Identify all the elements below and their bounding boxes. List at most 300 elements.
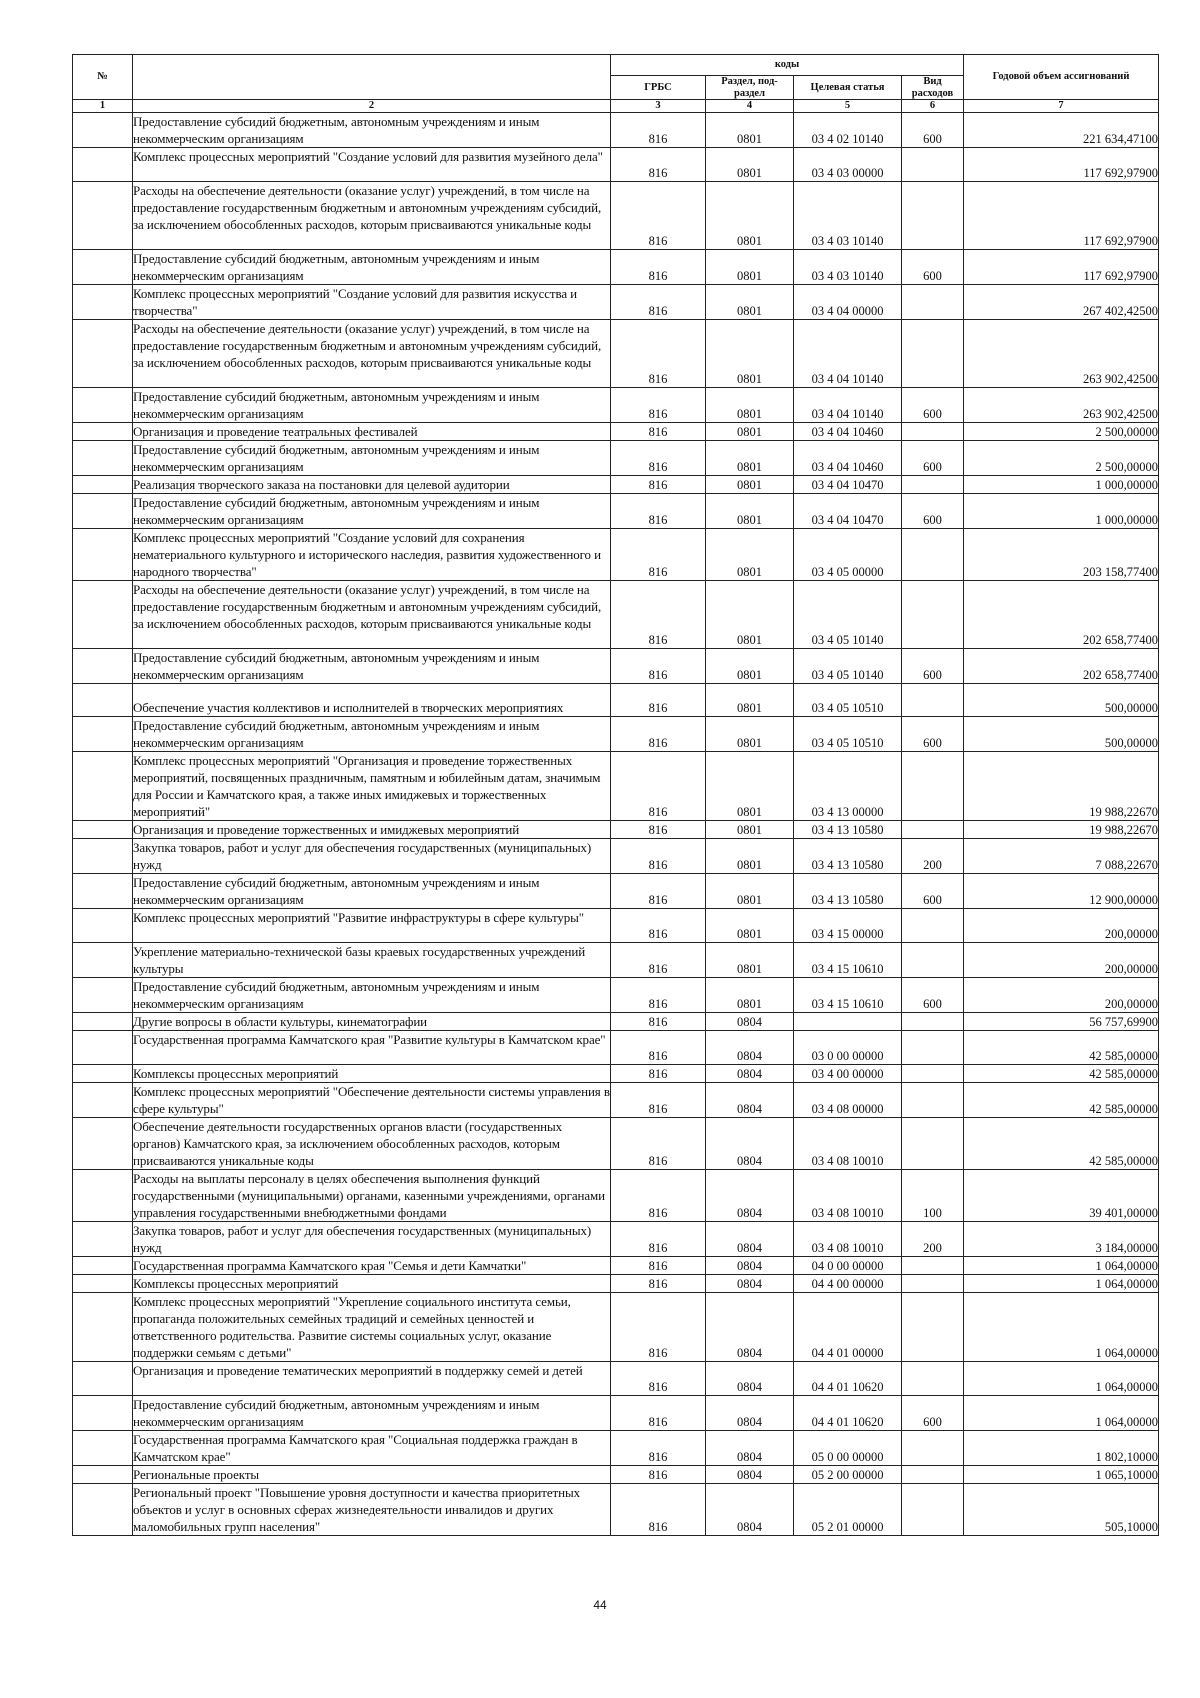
header-annual: Годовой объем ассигнований	[964, 55, 1159, 100]
row-sum-cell: 1 064,00000	[964, 1256, 1159, 1274]
row-section-cell: 0801	[706, 319, 794, 387]
row-section-cell: 0801	[706, 528, 794, 580]
row-sum-cell: 19 988,22670	[964, 820, 1159, 838]
row-grbs-cell: 816	[611, 942, 706, 977]
row-name-cell: Комплекс процессных мероприятий "Укрепление социального института семьи, пропаганда положительных семейных традиций и семейных ценностей и ответственного родительства. Развитие системы социальных услуг, оказание поддержки семьям с детьми"	[133, 1292, 611, 1361]
row-name-cell: Комплекс процессных мероприятий "Развитие инфраструктуры в сфере культуры"	[133, 908, 611, 942]
row-name-cell: Расходы на обеспечение деятельности (оказание услуг) учреждений, в том числе на предоставление государственным бюджетным и автономным учреждениям субсидий, за исключением обособленных расходов, которым присваиваются уникальные коды	[133, 580, 611, 648]
row-sum-cell: 1 000,00000	[964, 475, 1159, 493]
row-name-cell: Предоставление субсидий бюджетным, автономным учреждениям и иным некоммерческим организациям	[133, 648, 611, 683]
row-type-cell	[902, 1064, 964, 1082]
row-grbs-cell: 816	[611, 422, 706, 440]
col-number: 2	[133, 100, 611, 113]
row-name-cell: Предоставление субсидий бюджетным, автономным учреждениям и иным некоммерческим организациям	[133, 440, 611, 475]
col-number: 5	[794, 100, 902, 113]
row-number-cell	[73, 147, 133, 181]
row-grbs-cell: 816	[611, 838, 706, 873]
row-number-cell	[73, 1292, 133, 1361]
row-name-cell: Комплекс процессных мероприятий "Создание условий для развития музейного дела"	[133, 147, 611, 181]
table-row	[73, 1256, 1159, 1274]
row-type-cell	[902, 422, 964, 440]
row-section-cell: 0804	[706, 1465, 794, 1483]
row-target-cell: 04 4 01 10620	[794, 1361, 902, 1395]
row-number-cell	[73, 1430, 133, 1465]
row-sum-cell: 42 585,00000	[964, 1117, 1159, 1169]
table-row	[73, 838, 1159, 873]
row-name-cell: Реализация творческого заказа на постановки для целевой аудитории	[133, 475, 611, 493]
row-target-cell: 04 4 01 10620	[794, 1395, 902, 1430]
row-sum-cell: 1 064,00000	[964, 1361, 1159, 1395]
table-row	[73, 648, 1159, 683]
row-name-cell: Комплекс процессных мероприятий "Организация и проведение торжественных мероприятий, посвященных праздничным, памятным и юбилейным датам, значимым для России и Камчатского края, а также иных имиджевых и торжественных мероприятий"	[133, 751, 611, 820]
row-name-cell: Региональный проект "Повышение уровня доступности и качества приоритетных объектов и услуг в основных сферах жизнедеятельности инвалидов и других маломобильных групп населения"	[133, 1483, 611, 1535]
row-name-cell: Государственная программа Камчатского края "Развитие культуры в Камчатском крае"	[133, 1030, 611, 1064]
row-type-cell	[902, 683, 964, 716]
row-sum-cell: 202 658,77400	[964, 580, 1159, 648]
row-sum-cell: 1 064,00000	[964, 1395, 1159, 1430]
row-number-cell	[73, 1361, 133, 1395]
header-no: №	[73, 55, 133, 100]
row-section-cell: 0804	[706, 1064, 794, 1082]
row-grbs-cell: 816	[611, 648, 706, 683]
table-row	[73, 147, 1159, 181]
row-section-cell: 0804	[706, 1292, 794, 1361]
row-number-cell	[73, 1169, 133, 1221]
row-sum-cell: 263 902,42500	[964, 387, 1159, 422]
table-row	[73, 1064, 1159, 1082]
header-grbs: ГРБС	[611, 76, 706, 100]
row-type-cell	[902, 942, 964, 977]
row-section-cell: 0801	[706, 908, 794, 942]
table-row	[73, 319, 1159, 387]
row-number-cell	[73, 1082, 133, 1117]
row-number-cell	[73, 977, 133, 1012]
row-number-cell	[73, 1221, 133, 1256]
row-grbs-cell: 816	[611, 440, 706, 475]
row-grbs-cell: 816	[611, 181, 706, 249]
row-target-cell: 03 4 02 10140	[794, 112, 902, 147]
row-sum-cell: 3 184,00000	[964, 1221, 1159, 1256]
row-section-cell: 0801	[706, 284, 794, 319]
row-section-cell: 0804	[706, 1117, 794, 1169]
row-grbs-cell: 816	[611, 873, 706, 908]
row-type-cell	[902, 820, 964, 838]
row-section-cell: 0801	[706, 422, 794, 440]
header-section: Раздел, под-раздел	[706, 76, 794, 100]
row-number-cell	[73, 580, 133, 648]
row-target-cell: 03 4 13 00000	[794, 751, 902, 820]
row-sum-cell: 7 088,22670	[964, 838, 1159, 873]
row-name-cell: Региональные проекты	[133, 1465, 611, 1483]
row-target-cell: 03 4 04 10460	[794, 422, 902, 440]
row-grbs-cell: 816	[611, 1012, 706, 1030]
row-section-cell: 0804	[706, 1274, 794, 1292]
row-number-cell	[73, 1395, 133, 1430]
row-type-cell	[902, 908, 964, 942]
row-grbs-cell: 816	[611, 1030, 706, 1064]
row-section-cell: 0801	[706, 493, 794, 528]
row-name-cell: Другие вопросы в области культуры, кинематографии	[133, 1012, 611, 1030]
row-name-cell: Расходы на выплаты персоналу в целях обеспечения выполнения функций государственными (муниципальными) органами, казенными учреждениями, органами управления государственными внебюджетными фондами	[133, 1169, 611, 1221]
table-row	[73, 112, 1159, 147]
row-number-cell	[73, 942, 133, 977]
row-number-cell	[73, 319, 133, 387]
row-sum-cell: 1 064,00000	[964, 1292, 1159, 1361]
row-type-cell	[902, 284, 964, 319]
row-sum-cell: 1 064,00000	[964, 1274, 1159, 1292]
row-grbs-cell: 816	[611, 319, 706, 387]
row-type-cell	[902, 1361, 964, 1395]
table-row	[73, 977, 1159, 1012]
table-row	[73, 440, 1159, 475]
row-name-cell: Расходы на обеспечение деятельности (оказание услуг) учреждений, в том числе на предоставление государственным бюджетным и автономным учреждениям субсидий, за исключением обособленных расходов, которым присваиваются уникальные коды	[133, 319, 611, 387]
row-type-cell	[902, 147, 964, 181]
row-section-cell: 0801	[706, 475, 794, 493]
header-codes: коды	[611, 55, 964, 76]
row-section-cell: 0804	[706, 1430, 794, 1465]
row-section-cell: 0801	[706, 977, 794, 1012]
row-type-cell	[902, 1012, 964, 1030]
row-section-cell: 0804	[706, 1361, 794, 1395]
row-type-cell: 600	[902, 716, 964, 751]
row-grbs-cell: 816	[611, 1465, 706, 1483]
row-grbs-cell: 816	[611, 1117, 706, 1169]
row-target-cell: 03 4 08 10010	[794, 1117, 902, 1169]
row-target-cell: 03 4 04 10140	[794, 387, 902, 422]
row-sum-cell: 267 402,42500	[964, 284, 1159, 319]
table-row	[73, 1483, 1159, 1535]
row-number-cell	[73, 751, 133, 820]
row-section-cell: 0804	[706, 1169, 794, 1221]
row-sum-cell: 200,00000	[964, 942, 1159, 977]
row-grbs-cell: 816	[611, 1292, 706, 1361]
row-name-cell: Организация и проведение тематических мероприятий в поддержку семей и детей	[133, 1361, 611, 1395]
row-grbs-cell: 816	[611, 249, 706, 284]
row-section-cell: 0804	[706, 1221, 794, 1256]
row-name-cell: Укрепление материально-технической базы краевых государственных учреждений культуры	[133, 942, 611, 977]
row-type-cell: 600	[902, 873, 964, 908]
row-name-cell: Закупка товаров, работ и услуг для обеспечения государственных (муниципальных) нужд	[133, 838, 611, 873]
row-number-cell	[73, 1274, 133, 1292]
row-target-cell: 03 4 03 10140	[794, 249, 902, 284]
row-name-cell: Предоставление субсидий бюджетным, автономным учреждениям и иным некоммерческим организациям	[133, 249, 611, 284]
table-row	[73, 475, 1159, 493]
table-row	[73, 1030, 1159, 1064]
row-type-cell	[902, 475, 964, 493]
row-target-cell: 03 4 04 10470	[794, 493, 902, 528]
table-row	[73, 1082, 1159, 1117]
row-number-cell	[73, 440, 133, 475]
row-grbs-cell: 816	[611, 908, 706, 942]
row-section-cell: 0801	[706, 181, 794, 249]
row-section-cell: 0801	[706, 820, 794, 838]
row-type-cell	[902, 1483, 964, 1535]
row-target-cell: 03 4 15 10610	[794, 942, 902, 977]
row-type-cell: 200	[902, 1221, 964, 1256]
row-sum-cell: 200,00000	[964, 977, 1159, 1012]
table-row	[73, 873, 1159, 908]
table-row	[73, 493, 1159, 528]
row-number-cell	[73, 493, 133, 528]
row-name-cell: Предоставление субсидий бюджетным, автономным учреждениям и иным некоммерческим организациям	[133, 493, 611, 528]
row-sum-cell: 200,00000	[964, 908, 1159, 942]
row-section-cell: 0804	[706, 1256, 794, 1274]
row-grbs-cell: 816	[611, 1256, 706, 1274]
row-sum-cell: 12 900,00000	[964, 873, 1159, 908]
row-number-cell	[73, 475, 133, 493]
row-grbs-cell: 816	[611, 683, 706, 716]
row-target-cell: 03 4 05 10140	[794, 580, 902, 648]
row-number-cell	[73, 422, 133, 440]
row-target-cell: 04 4 00 00000	[794, 1274, 902, 1292]
row-name-cell: Комплекс процессных мероприятий "Создание условий для развития искусства и творчества"	[133, 284, 611, 319]
row-grbs-cell: 816	[611, 528, 706, 580]
row-type-cell: 600	[902, 440, 964, 475]
row-grbs-cell: 816	[611, 1430, 706, 1465]
row-section-cell: 0801	[706, 440, 794, 475]
row-grbs-cell: 816	[611, 1361, 706, 1395]
row-sum-cell: 505,10000	[964, 1483, 1159, 1535]
table-row	[73, 1169, 1159, 1221]
row-name-cell: Организация и проведение театральных фестивалей	[133, 422, 611, 440]
row-section-cell: 0801	[706, 648, 794, 683]
row-grbs-cell: 816	[611, 977, 706, 1012]
row-name-cell: Комплексы процессных мероприятий	[133, 1064, 611, 1082]
table-row	[73, 1430, 1159, 1465]
row-target-cell: 03 4 04 10460	[794, 440, 902, 475]
table-row	[73, 1117, 1159, 1169]
row-type-cell: 100	[902, 1169, 964, 1221]
row-number-cell	[73, 648, 133, 683]
budget-sheet	[72, 54, 1158, 1536]
table-row	[73, 387, 1159, 422]
row-number-cell	[73, 1064, 133, 1082]
row-grbs-cell: 816	[611, 1064, 706, 1082]
row-section-cell: 0801	[706, 838, 794, 873]
row-grbs-cell: 816	[611, 493, 706, 528]
row-name-cell: Расходы на обеспечение деятельности (оказание услуг) учреждений, в том числе на предоставление государственным бюджетным и автономным учреждениям субсидий, за исключением обособленных расходов, которым присваиваются уникальные коды	[133, 181, 611, 249]
row-section-cell: 0801	[706, 683, 794, 716]
row-section-cell: 0801	[706, 942, 794, 977]
table-row	[73, 1012, 1159, 1030]
row-section-cell: 0801	[706, 147, 794, 181]
row-name-cell: Предоставление субсидий бюджетным, автономным учреждениям и иным некоммерческим организациям	[133, 112, 611, 147]
row-section-cell: 0801	[706, 716, 794, 751]
row-sum-cell: 39 401,00000	[964, 1169, 1159, 1221]
row-target-cell: 03 4 04 10470	[794, 475, 902, 493]
row-name-cell: Предоставление субсидий бюджетным, автономным учреждениям и иным некоммерческим организациям	[133, 1395, 611, 1430]
row-grbs-cell: 816	[611, 112, 706, 147]
row-sum-cell: 42 585,00000	[964, 1030, 1159, 1064]
table-row	[73, 1361, 1159, 1395]
row-sum-cell: 1 065,10000	[964, 1465, 1159, 1483]
row-number-cell	[73, 249, 133, 284]
table-body	[73, 112, 1159, 1535]
row-type-cell: 600	[902, 493, 964, 528]
header-exp-type: Вид расходов	[902, 76, 964, 100]
row-section-cell: 0801	[706, 580, 794, 648]
row-grbs-cell: 816	[611, 820, 706, 838]
row-number-cell	[73, 528, 133, 580]
row-target-cell: 03 4 04 00000	[794, 284, 902, 319]
row-section-cell: 0804	[706, 1030, 794, 1064]
row-type-cell	[902, 1274, 964, 1292]
row-type-cell	[902, 1465, 964, 1483]
row-grbs-cell: 816	[611, 147, 706, 181]
header-target: Целевая статья	[794, 76, 902, 100]
row-name-cell: Предоставление субсидий бюджетным, автономным учреждениям и иным некоммерческим организациям	[133, 977, 611, 1012]
table-row	[73, 1221, 1159, 1256]
row-target-cell: 03 4 03 10140	[794, 181, 902, 249]
row-sum-cell: 202 658,77400	[964, 648, 1159, 683]
row-type-cell	[902, 751, 964, 820]
row-section-cell: 0801	[706, 873, 794, 908]
row-sum-cell: 2 500,00000	[964, 422, 1159, 440]
row-grbs-cell: 816	[611, 716, 706, 751]
table-row	[73, 1274, 1159, 1292]
row-target-cell: 03 4 08 10010	[794, 1169, 902, 1221]
row-target-cell: 03 4 08 00000	[794, 1082, 902, 1117]
row-target-cell: 03 4 08 10010	[794, 1221, 902, 1256]
row-target-cell: 03 4 13 10580	[794, 820, 902, 838]
row-number-cell	[73, 1256, 133, 1274]
row-number-cell	[73, 112, 133, 147]
row-grbs-cell: 816	[611, 387, 706, 422]
row-section-cell: 0804	[706, 1012, 794, 1030]
row-sum-cell: 263 902,42500	[964, 319, 1159, 387]
row-target-cell: 03 4 05 10510	[794, 716, 902, 751]
row-target-cell: 03 4 05 10140	[794, 648, 902, 683]
row-name-cell: Комплексы процессных мероприятий	[133, 1274, 611, 1292]
row-type-cell	[902, 1030, 964, 1064]
row-name-cell: Комплекс процессных мероприятий "Создание условий для сохранения нематериального культурного и исторического наследия, развития художественного и народного творчества"	[133, 528, 611, 580]
row-name-cell: Предоставление субсидий бюджетным, автономным учреждениям и иным некоммерческим организациям	[133, 387, 611, 422]
row-grbs-cell: 816	[611, 284, 706, 319]
row-name-cell: Организация и проведение торжественных и имиджевых мероприятий	[133, 820, 611, 838]
row-type-cell: 600	[902, 387, 964, 422]
row-section-cell: 0801	[706, 751, 794, 820]
row-type-cell: 200	[902, 838, 964, 873]
row-section-cell: 0801	[706, 387, 794, 422]
table-row	[73, 1465, 1159, 1483]
row-number-cell	[73, 838, 133, 873]
col-number: 6	[902, 100, 964, 113]
row-number-cell	[73, 1012, 133, 1030]
row-sum-cell: 42 585,00000	[964, 1082, 1159, 1117]
row-sum-cell: 2 500,00000	[964, 440, 1159, 475]
table-row	[73, 751, 1159, 820]
row-type-cell	[902, 1430, 964, 1465]
row-sum-cell: 203 158,77400	[964, 528, 1159, 580]
row-type-cell	[902, 580, 964, 648]
table-row	[73, 1292, 1159, 1361]
table-row	[73, 1395, 1159, 1430]
row-type-cell	[902, 528, 964, 580]
row-sum-cell: 500,00000	[964, 716, 1159, 751]
row-type-cell: 600	[902, 112, 964, 147]
row-type-cell: 600	[902, 1395, 964, 1430]
row-target-cell	[794, 1012, 902, 1030]
row-section-cell: 0804	[706, 1082, 794, 1117]
table-row	[73, 716, 1159, 751]
row-type-cell	[902, 319, 964, 387]
row-sum-cell: 117 692,97900	[964, 181, 1159, 249]
row-target-cell: 03 0 00 00000	[794, 1030, 902, 1064]
row-sum-cell: 221 634,47100	[964, 112, 1159, 147]
row-number-cell	[73, 1030, 133, 1064]
col-number: 1	[73, 100, 133, 113]
row-name-cell: Закупка товаров, работ и услуг для обеспечения государственных (муниципальных) нужд	[133, 1221, 611, 1256]
table-row	[73, 249, 1159, 284]
row-number-cell	[73, 1117, 133, 1169]
row-target-cell: 04 0 00 00000	[794, 1256, 902, 1274]
row-target-cell: 05 2 01 00000	[794, 1483, 902, 1535]
row-sum-cell: 117 692,97900	[964, 249, 1159, 284]
table-row	[73, 528, 1159, 580]
row-type-cell: 600	[902, 648, 964, 683]
row-sum-cell: 1 802,10000	[964, 1430, 1159, 1465]
row-number-cell	[73, 873, 133, 908]
row-number-cell	[73, 1483, 133, 1535]
row-grbs-cell: 816	[611, 1169, 706, 1221]
table-row	[73, 422, 1159, 440]
table-row	[73, 908, 1159, 942]
row-target-cell: 05 0 00 00000	[794, 1430, 902, 1465]
row-name-cell: Предоставление субсидий бюджетным, автономным учреждениям и иным некоммерческим организациям	[133, 716, 611, 751]
row-section-cell: 0804	[706, 1395, 794, 1430]
row-number-cell	[73, 908, 133, 942]
row-number-cell	[73, 683, 133, 716]
row-grbs-cell: 816	[611, 751, 706, 820]
budget-table	[72, 54, 1159, 1536]
row-target-cell: 03 4 15 10610	[794, 977, 902, 1012]
row-number-cell	[73, 1465, 133, 1483]
row-sum-cell: 500,00000	[964, 683, 1159, 716]
row-number-cell	[73, 284, 133, 319]
row-target-cell: 03 4 05 10510	[794, 683, 902, 716]
row-sum-cell: 19 988,22670	[964, 751, 1159, 820]
row-type-cell: 600	[902, 977, 964, 1012]
row-sum-cell: 117 692,97900	[964, 147, 1159, 181]
row-target-cell: 05 2 00 00000	[794, 1465, 902, 1483]
row-grbs-cell: 816	[611, 580, 706, 648]
col-number: 4	[706, 100, 794, 113]
row-name-cell: Обеспечение деятельности государственных органов власти (государственных органов) Камчатского края, за исключением обособленных расходов, которым присваиваются уникальные коды	[133, 1117, 611, 1169]
row-target-cell: 03 4 05 00000	[794, 528, 902, 580]
row-number-cell	[73, 716, 133, 751]
page-number: 44	[593, 1598, 607, 1612]
row-target-cell: 04 4 01 00000	[794, 1292, 902, 1361]
row-section-cell: 0801	[706, 112, 794, 147]
row-number-cell	[73, 820, 133, 838]
row-name-cell: Предоставление субсидий бюджетным, автономным учреждениям и иным некоммерческим организациям	[133, 873, 611, 908]
row-grbs-cell: 816	[611, 475, 706, 493]
row-target-cell: 03 4 13 10580	[794, 838, 902, 873]
row-type-cell	[902, 181, 964, 249]
row-type-cell: 600	[902, 249, 964, 284]
row-number-cell	[73, 387, 133, 422]
row-name-cell: Государственная программа Камчатского края "Социальная поддержка граждан в Камчатском крае"	[133, 1430, 611, 1465]
row-type-cell	[902, 1082, 964, 1117]
row-target-cell: 03 4 15 00000	[794, 908, 902, 942]
table-row	[73, 942, 1159, 977]
col-number: 7	[964, 100, 1159, 113]
row-grbs-cell: 816	[611, 1082, 706, 1117]
row-target-cell: 03 4 04 10140	[794, 319, 902, 387]
row-type-cell	[902, 1256, 964, 1274]
row-target-cell: 03 4 03 00000	[794, 147, 902, 181]
row-type-cell	[902, 1117, 964, 1169]
